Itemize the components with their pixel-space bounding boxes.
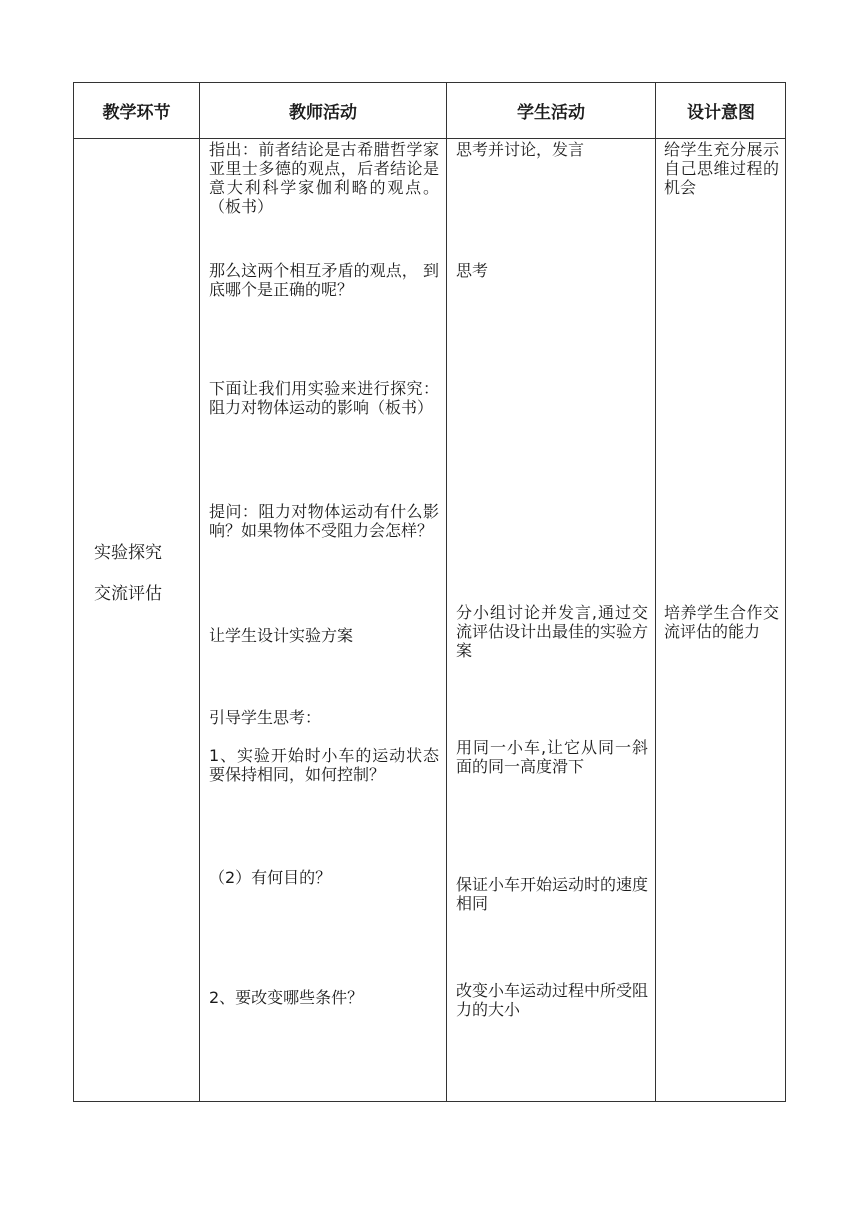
header-student: 学生活动: [517, 103, 585, 123]
header-divider: [74, 138, 785, 139]
student-item-group: 分小组讨论并发言,通过交流评估设计出最佳的实验方案: [456, 603, 649, 660]
teacher-item-conditions: 2、要改变哪些条件？: [209, 988, 364, 1007]
teacher-item-design: 让学生设计实验方案: [209, 626, 354, 645]
column-divider: [199, 83, 200, 1101]
header-teacher: 教师活动: [289, 103, 357, 123]
stage-label-experiment: 实验探究: [94, 543, 162, 563]
intent-item-cooperation: 培养学生合作交流评估的能力: [664, 603, 779, 641]
teacher-item-purpose: （2）有何目的？: [209, 868, 332, 887]
intent-item-show-thinking: 给学生充分展示自己思维过程的机会: [664, 140, 779, 197]
column-divider: [655, 83, 656, 1101]
teacher-item-ask: 提问：阻力对物体运动有什么影响？如果物体不受阻力会怎样？: [209, 502, 439, 540]
column-divider: [446, 83, 447, 1101]
teacher-item-question: 那么这两个相互矛盾的观点， 到底哪个是正确的呢？: [209, 261, 439, 299]
teacher-item-explore: 下面让我们用实验来进行探究：阻力对物体运动的影响（板书）: [209, 379, 439, 417]
stage-label-evaluation: 交流评估: [94, 584, 162, 604]
student-item-same-cart: 用同一小车,让它从同一斜面的同一高度滑下: [456, 738, 648, 776]
teacher-item-conclusion: 指出：前者结论是古希腊哲学家亚里士多德的观点，后者结论是意大利科学家伽利略的观点。（板书）: [209, 140, 439, 216]
header-stage: 教学环节: [102, 103, 171, 123]
student-item-discuss: 思考并讨论，发言: [456, 140, 585, 159]
student-item-same-speed: 保证小车开始运动时的速度相同: [456, 875, 649, 913]
header-intent: 设计意图: [687, 103, 755, 123]
teacher-item-guide: 引导学生思考：: [209, 708, 322, 727]
lesson-plan-table: [73, 82, 786, 1102]
student-item-think: 思考: [456, 261, 489, 280]
teacher-item-control: 1、实验开始时小车的运动状态要保持相同，如何控制？: [209, 746, 439, 784]
student-item-resistance: 改变小车运动过程中所受阻力的大小: [456, 981, 649, 1019]
